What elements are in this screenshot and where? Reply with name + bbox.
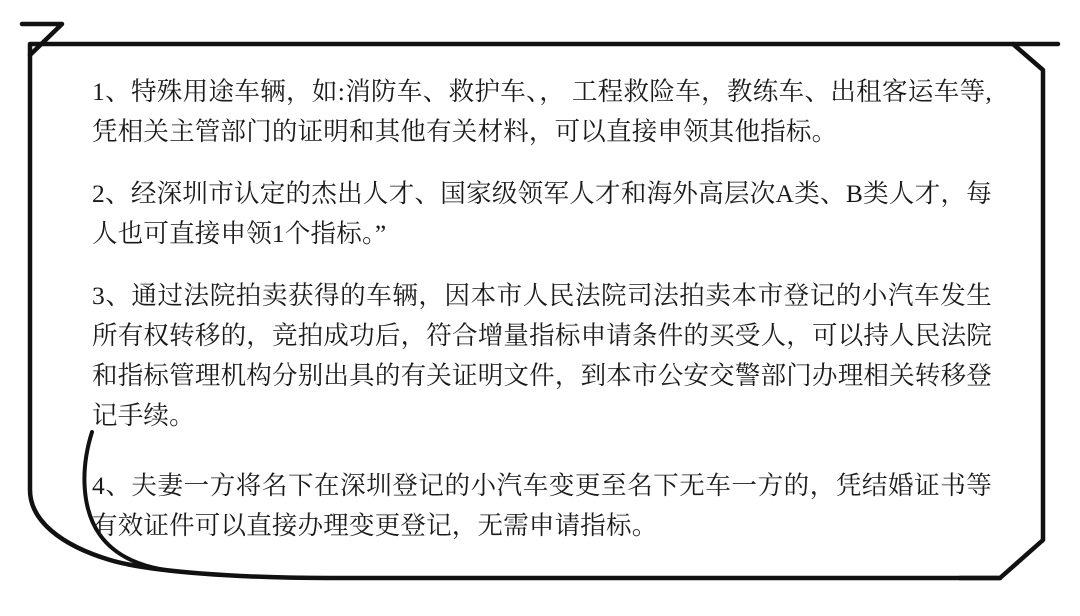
paragraph-item-4: 4、夫妻一方将名下在深圳登记的小汽车变更至名下无车一方的，凭结婚证书等有效证件可以直接办理变更登记，无需申请指标。: [92, 471, 992, 540]
document-body: [92, 72, 992, 542]
paragraph-item-3: 3、通过法院拍卖获得的车辆，因本市人民法院司法拍卖本市登记的小汽车发生所有权转移的，竞拍成功后，符合增量指标申请条件的买受人，可以持人民法院和指标管理机构分别出具的有关证明文件，到本市公安交警部门办理相关转移登记手续。: [92, 281, 992, 430]
frame-top-edge: [30, 44, 1013, 55]
paragraph-item-2: 2、经深圳市认定的杰出人才、国家级领军人才和海外高层次A类、B类人才，每人也可直接申领1个指标。”: [92, 179, 992, 248]
paragraph-item-1: 1、特殊用途车辆，如:消防车、救护车、， 工程救险车，教练车、出租客运车等,凭相关主管部门的证明和其他有关材料，可以直接申领其他指标。: [92, 77, 992, 146]
